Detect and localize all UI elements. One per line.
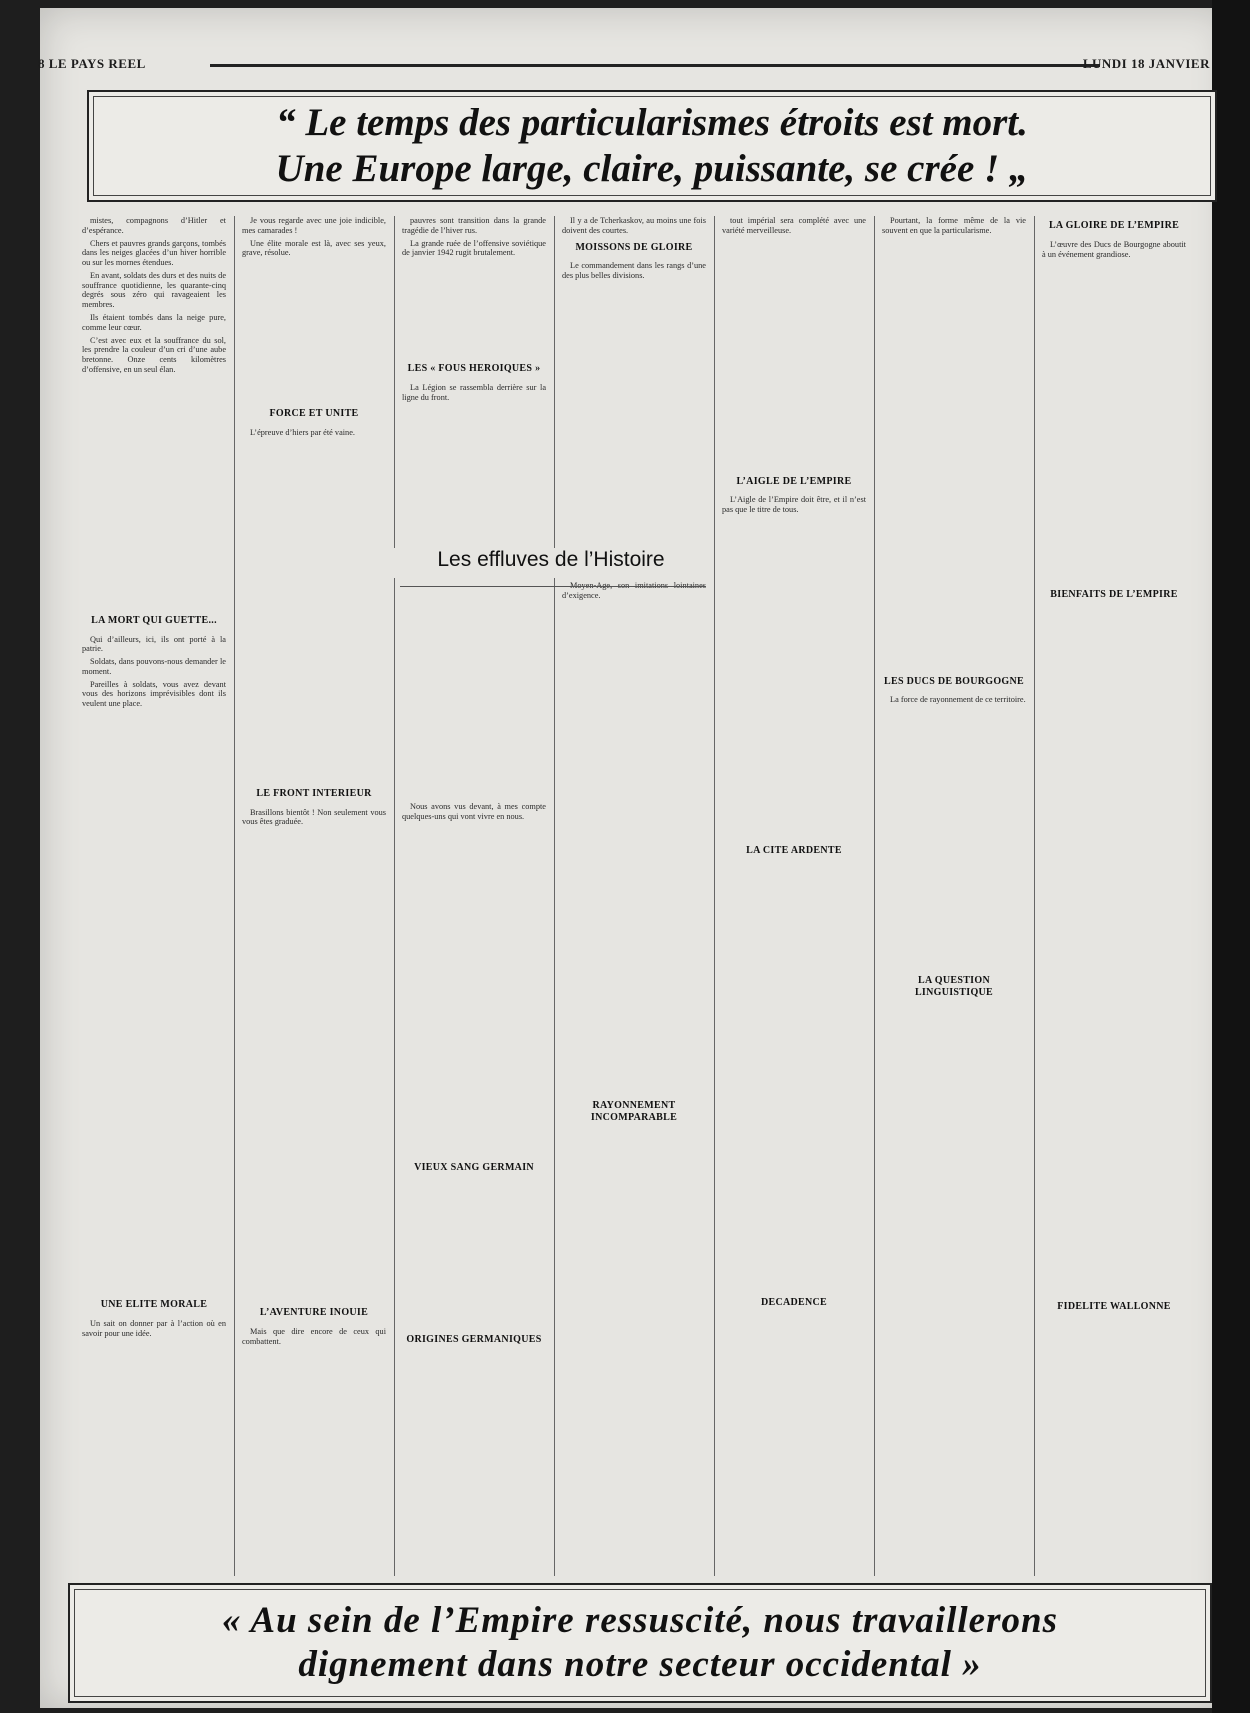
section-heading: DECADENCE xyxy=(760,1296,828,1308)
section-heading: FIDELITE WALLONNE xyxy=(1057,1301,1171,1313)
column-rule xyxy=(394,216,395,1576)
section-heading: LA QUESTION LINGUISTIQUE xyxy=(914,975,994,998)
paragraph: En avant, soldats des durs et des nuits de souffrance quotidienne, les quarante-cinq degrés sous zéro qui ravageaient les membres. xyxy=(82,270,226,310)
column-rule xyxy=(554,216,555,1576)
paragraph: L’œuvre des Ducs de Bourgogne aboutit à un événement grandiose. xyxy=(1042,239,1186,259)
paragraph: La Légion se rassembla derrière sur la ligne du front. xyxy=(402,382,546,402)
section-heading: LES « FOUS HEROIQUES » xyxy=(407,363,541,375)
paragraph: Je vous regarde avec une joie indicible, mes camarades ! xyxy=(242,216,386,235)
paragraph: L’Aigle de l’Empire doit être, et il n’est pas que le titre de tous. xyxy=(722,495,866,515)
paragraph: La force de rayonnement de ce territoire. xyxy=(890,695,1026,705)
paragraph: Mais que dire encore de ceux qui combattent. xyxy=(242,1326,386,1346)
section-heading: MOISSONS DE GLOIRE xyxy=(575,241,693,253)
paragraph: tout impérial sera complété avec une variété merveilleuse. xyxy=(722,216,866,235)
column-rule xyxy=(874,216,875,1576)
section-heading: RAYONNEMENT INCOMPARABLE xyxy=(590,1100,678,1124)
paragraph: Pourtant, la forme même de la vie souvent en que la particularisme. xyxy=(882,216,1026,235)
column-rule xyxy=(234,216,235,1576)
section-heading: LA MORT QUI GUETTE... xyxy=(91,614,217,626)
paragraph: Soldats, dans pouvons-nous demander le moment. xyxy=(82,657,226,676)
section-heading: LES DUCS DE BOURGOGNE xyxy=(884,675,1024,687)
column-4 xyxy=(562,216,706,1576)
issue-date: LUNDI 18 JANVIER xyxy=(1082,56,1210,71)
paragraph: Chers et pauvres grands garçons, tombés dans les neiges glacées d’un hiver horrible ou sur les mornes étendues. xyxy=(82,238,226,268)
section-heading: BIENFAITS DE L’EMPIRE xyxy=(1050,589,1178,601)
paragraph: L’épreuve d’hiers par été vaine. xyxy=(250,427,355,437)
section-heading: VIEUX SANG GERMAIN xyxy=(414,1162,534,1174)
paragraph: pauvres sont transition dans la grande tragédie de l’hiver rus. xyxy=(402,216,546,235)
bottom-banner-line-2: dignement dans notre secteur occidental » xyxy=(298,1644,982,1685)
section-heading: LA GLOIRE DE L’EMPIRE xyxy=(1048,220,1180,231)
section-heading: L’AIGLE DE L’EMPIRE xyxy=(736,475,852,487)
section-heading: LA CITE ARDENTE xyxy=(746,844,842,856)
column-5 xyxy=(722,216,866,1576)
top-banner xyxy=(87,90,1217,202)
section-heading: L’AVENTURE INOUIE xyxy=(259,1307,369,1319)
title-rule xyxy=(400,586,706,587)
column-rule xyxy=(1034,216,1035,1576)
paragraph: Pareilles à soldats, vous avez devant vous des horizons imprévisibles dont ils veulent une place. xyxy=(82,679,226,709)
paragraph: d’exigence. xyxy=(562,590,601,600)
paragraph: Le commandement dans les rangs d’une des plus belles divisions. xyxy=(562,261,706,281)
paragraph: mistes, compagnons d’Hitler et d’espérance. xyxy=(82,216,226,235)
section-heading: ORIGINES GERMANIQUES xyxy=(406,1333,542,1345)
paragraph: Brasillons bientôt ! Non seulement vous vous êtes graduée. xyxy=(242,807,386,827)
header-rule xyxy=(210,64,1100,67)
section-heading: UNE ELITE MORALE xyxy=(100,1298,208,1310)
paragraph: Nous avons vus devant, à mes compte quelques-uns qui vont vivre en nous. xyxy=(402,802,546,822)
column-7 xyxy=(1042,216,1186,1576)
top-banner-line-1: “ Le temps des particularismes étroits est mort. xyxy=(276,100,1028,144)
paragraph: Un sait on donner par à l’action où en savoir pour une idée. xyxy=(82,1318,226,1338)
paragraph: C’est avec eux et la souffrance du sol, les prendre la couleur d’un cri d’une aube bretonne. Onze cents kilomètres d’offensive, en un seul élan. xyxy=(82,335,226,374)
paragraph: Ils étaient tombés dans la neige pure, comme leur cœur. xyxy=(82,313,226,332)
bottom-banner-line-1: « Au sein de l’Empire ressuscité, nous travaillerons xyxy=(222,1600,1058,1642)
column-2 xyxy=(242,216,386,1576)
paragraph: La grande ruée de l’offensive soviétique de janvier 1942 rugit brutalement. xyxy=(402,238,546,258)
running-head xyxy=(38,56,1218,76)
paragraph: Une élite morale est là, avec ses yeux, grave, résolue. xyxy=(242,238,386,258)
bottom-banner xyxy=(68,1583,1212,1703)
section-heading: LE FRONT INTERIEUR xyxy=(256,787,372,799)
article-title: Les effluves de l’Histoire xyxy=(392,548,710,578)
paragraph: Qui d’ailleurs, ici, ils ont porté à la patrie. xyxy=(82,634,226,654)
column-3 xyxy=(402,216,546,1576)
section-heading: FORCE ET UNITE xyxy=(269,408,359,420)
top-banner-line-2: Une Europe large, claire, puissante, se crée ! „ xyxy=(275,147,1029,190)
column-6 xyxy=(882,216,1026,1576)
column-rule xyxy=(714,216,715,1576)
article-columns xyxy=(82,216,1230,1576)
column-1 xyxy=(82,216,226,1576)
paragraph: Il y a de Tcherkaskov, au moins une fois doivent des courtes. xyxy=(562,216,706,235)
publication-name: 8 LE PAYS REEL xyxy=(38,56,146,71)
